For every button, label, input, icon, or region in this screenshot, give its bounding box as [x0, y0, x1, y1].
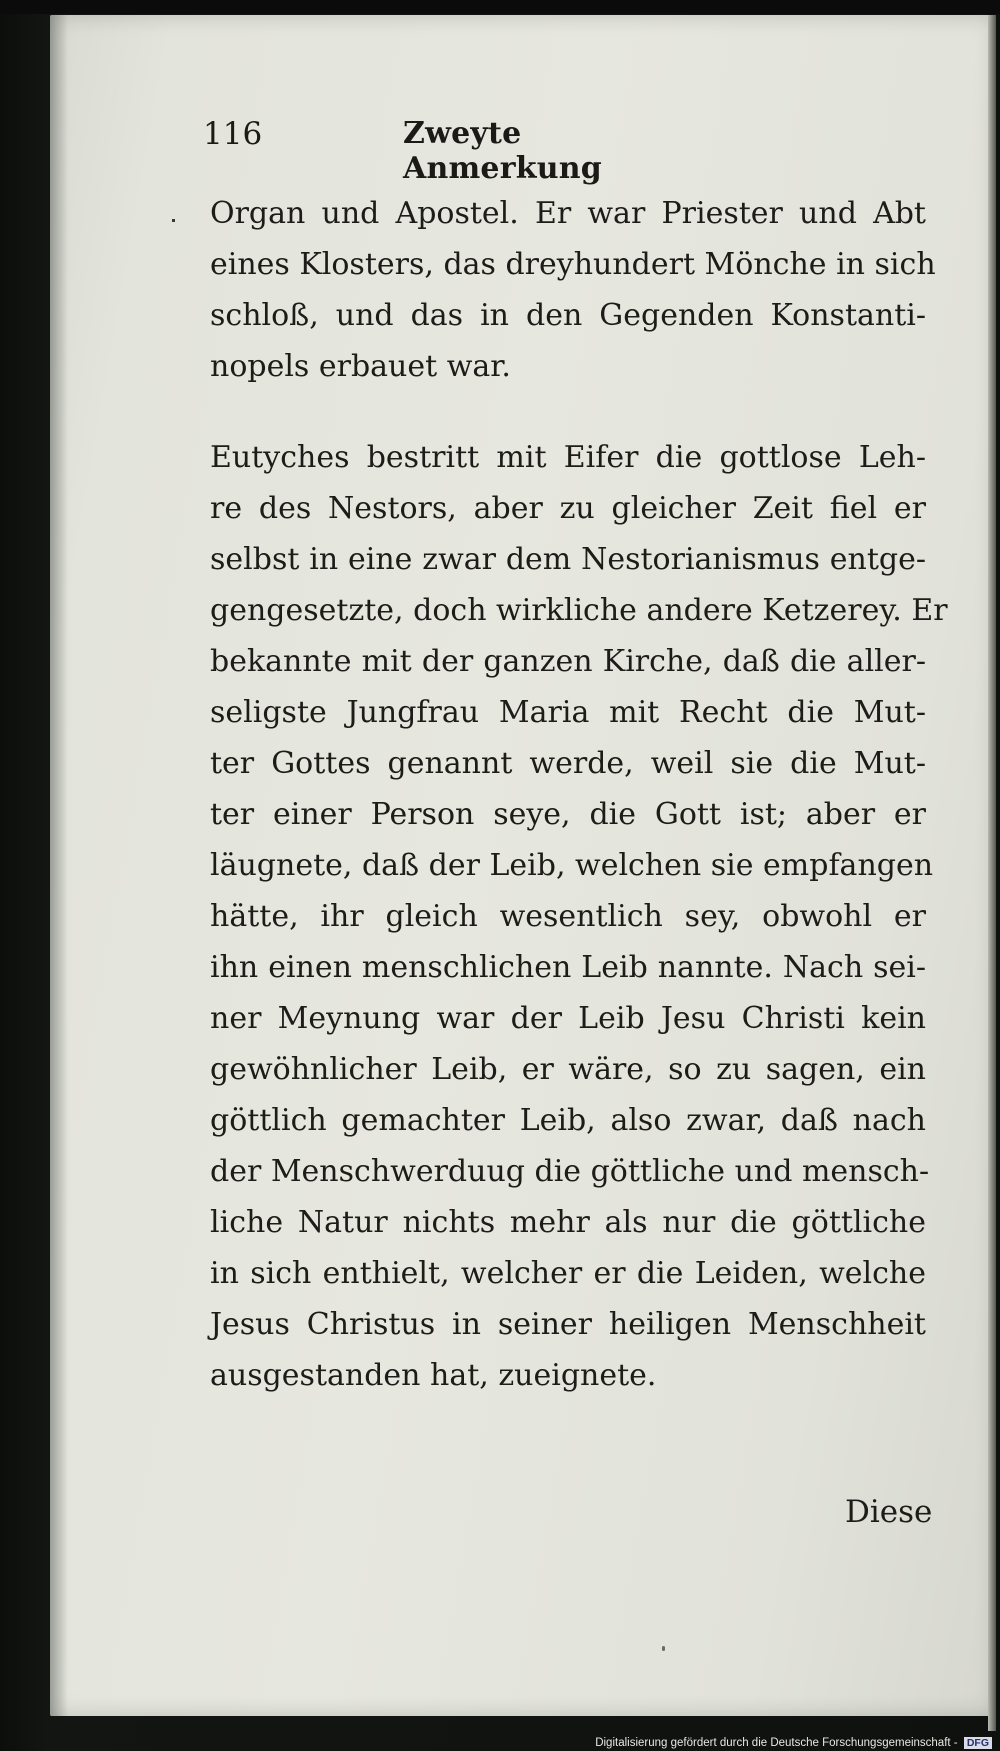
top-dark-strip	[0, 0, 1000, 14]
text-line: seligste Jungfrau Maria mit Recht die Mut-	[210, 695, 926, 730]
text-line: bekannte mit der ganzen Kirche, daß die aller-	[210, 644, 926, 679]
paragraph-1	[210, 188, 936, 392]
text-line: liche Natur nichts mehr als nur die göttliche	[210, 1205, 926, 1240]
page-number: 116	[203, 116, 263, 152]
text-line: göttlich gemachter Leib, also zwar, daß nach	[210, 1103, 926, 1138]
text-line: Organ und Apostel. Er war Priester und Abt	[210, 196, 926, 231]
credit-text: Digitalisierung gefördert durch die Deutsche Forschungsgemeinschaft -	[595, 1737, 958, 1749]
text-line: schloß, und das in den Gegenden Konstanti-	[210, 298, 926, 333]
text-line: Jesus Christus in seiner heiligen Menschheit	[210, 1307, 926, 1342]
text-line: gewöhnlicher Leib, er wäre, so zu sagen, ein	[210, 1052, 926, 1087]
text-line: in sich enthielt, welcher er die Leiden, welche	[210, 1256, 926, 1291]
text-line: re des Nestors, aber zu gleicher Zeit fiel er	[210, 491, 926, 526]
text-line: nopels erbauet war.	[210, 349, 511, 384]
dfg-logo: DFG	[964, 1737, 992, 1749]
text-line: ihn einen menschlichen Leib nannte. Nach sei-	[210, 950, 926, 985]
text-line: ner Meynung war der Leib Jesu Christi kein	[210, 1001, 926, 1036]
text-line: gengesetzte, doch wirkliche andere Ketzerey. Er	[210, 593, 948, 628]
page-edge	[988, 15, 996, 1731]
text-line: läugnete, daß der Leib, welchen sie empfangen	[210, 848, 934, 883]
ink-speck	[662, 1646, 665, 1651]
digitization-credit	[595, 1737, 992, 1749]
text-line: hätte, ihr gleich wesentlich sey, obwohl er	[210, 899, 926, 934]
text-line: ausgestanden hat, zueignete.	[210, 1358, 657, 1393]
running-head-title: Zweyte Anmerkung	[403, 116, 602, 186]
text-line: ter Gottes genannt werde, weil sie die Mut-	[210, 746, 926, 781]
text-line: ter einer Person seye, die Gott ist; aber er	[210, 797, 926, 832]
text-line: der Menschwerduug die göttliche und mensch-	[210, 1154, 930, 1189]
text-line: eines Klosters, das dreyhundert Mönche in sich	[210, 247, 936, 282]
paragraph-2	[210, 432, 948, 1401]
ink-speck	[172, 219, 175, 222]
catchword: Diese	[845, 1494, 933, 1530]
body-text	[210, 188, 948, 1401]
text-line: Eutyches bestritt mit Eifer die gottlose Leh-	[210, 440, 926, 475]
running-head	[203, 116, 723, 186]
paragraph-gap	[210, 392, 926, 432]
text-line: selbst in eine zwar dem Nestorianismus entge-	[210, 542, 926, 577]
